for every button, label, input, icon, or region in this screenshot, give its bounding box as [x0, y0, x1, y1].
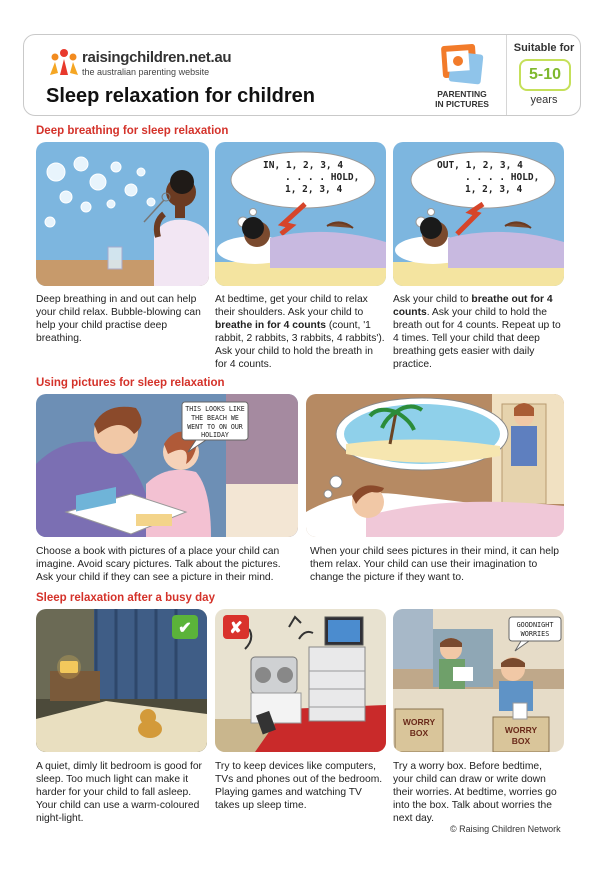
bubble-blowing-illustration [36, 142, 209, 286]
section-heading-using-pictures: Using pictures for sleep relaxation [36, 377, 225, 389]
speech-goodnight: GOODNIGHT [516, 621, 554, 629]
speech-line-3: WENT TO ON OUR [187, 423, 243, 431]
thought-text-2: . . . . HOLD, [285, 172, 360, 183]
header-card [23, 34, 581, 116]
dim-bedroom-illustration [36, 609, 207, 752]
caption-breathe-in: At bedtime, get your child to relax their shoulders. Ask your child to breathe in for 4 counts (count, '1 rabbit, 2 rabbits, 3 rabbits, 4 rabbits'). Ask your child to hold the breath in for 4 counts. [215, 294, 385, 370]
reading-book-illustration [36, 394, 298, 537]
panel-bubble-blowing [36, 142, 209, 286]
panel-devices [215, 609, 386, 752]
thought-text-3: 1, 2, 3, 4 [285, 184, 343, 195]
caption-worry-box: Try a worry box. Before bedtime, your child can draw or write down their worries. At bedtime, worries go into the box. Talk about worries the next day. [393, 761, 557, 824]
caption-reading-book: Choose a book with pictures of a place your child can imagine. Avoid scary pictures. Talk about the pictures. Ask your child if they can see a picture in their mind. [36, 546, 281, 583]
suitability-box [506, 35, 581, 115]
caption-dim-bedroom: A quiet, dimly lit bedroom is good for sleep. Too much light can make it harder for your child to fall asleep. Your child can use a warm-coloured night-light. [36, 761, 202, 824]
picture-frame-icon [438, 43, 486, 87]
cross-mark-icon: ✘ [229, 620, 243, 637]
worry-box-label-2a: WORRY [504, 725, 538, 735]
panel-breathe-out [393, 142, 564, 286]
section-heading-busy-day: Sleep relaxation after a busy day [36, 592, 215, 604]
speech-worries: WORRIES [520, 630, 550, 638]
years-label: years [530, 94, 558, 106]
age-badge: 5-10 [519, 59, 571, 91]
worry-box-label-1a: WORRY [402, 717, 436, 727]
speech-line-4: HOLIDAY [201, 431, 229, 439]
caption-breathe-out: Ask your child to breathe out for 4 counts. Ask your child to hold the breath out for 4 counts. Repeat up to 4 times. Tell your child that deep breathing gets easier with daily practice. [393, 294, 561, 370]
breathe-out-illustration [393, 142, 564, 286]
check-mark-icon: ✔ [178, 620, 192, 637]
caption-imagining-beach: When your child sees pictures in their mind, it can help them relax. Your child can use their imagination to change the picture if they want to. [310, 546, 559, 583]
panel-breathe-in [215, 142, 386, 286]
thought-text-2: . . . . HOLD, [465, 172, 540, 183]
worry-box-illustration [393, 609, 564, 752]
family-logo-icon [46, 45, 82, 79]
thought-text-1: IN, 1, 2, 3, 4 [263, 160, 344, 171]
suitable-label: Suitable for [513, 42, 575, 54]
panel-worry-box [393, 609, 564, 752]
panel-imagining-beach [306, 394, 564, 537]
page-title: Sleep relaxation for children [46, 85, 315, 107]
worry-box-label-2b: BOX [511, 736, 531, 746]
panel-reading-book [36, 394, 298, 537]
speech-line-1: THIS LOOKS LIKE [185, 405, 245, 413]
section-heading-deep-breathing: Deep breathing for sleep relaxation [36, 125, 229, 137]
breathe-in-illustration [215, 142, 386, 286]
imagining-beach-illustration [306, 394, 564, 537]
devices-illustration [215, 609, 386, 752]
thought-text-3: 1, 2, 3, 4 [465, 184, 523, 195]
worry-box-label-1b: BOX [409, 728, 429, 738]
caption-bubble-blowing: Deep breathing in and out can help your child relax. Bubble-blowing can help your child practise deep breathing. [36, 294, 201, 344]
brand-name[interactable]: raisingchildren.net.au [82, 49, 232, 66]
thought-text-1: OUT, 1, 2, 3, 4 [437, 160, 523, 171]
panel-dim-bedroom [36, 609, 207, 752]
caption-devices: Try to keep devices like computers, TVs and phones out of the bedroom. Playing games and watching TV takes up sleep time. [215, 761, 383, 811]
parenting-in-pictures-label: PARENTING IN PICTURES [435, 89, 489, 109]
copyright-footer: © Raising Children Network [450, 824, 561, 834]
brand-tagline: the australian parenting website [82, 67, 210, 77]
speech-line-2: THE BEACH WE [191, 414, 239, 422]
